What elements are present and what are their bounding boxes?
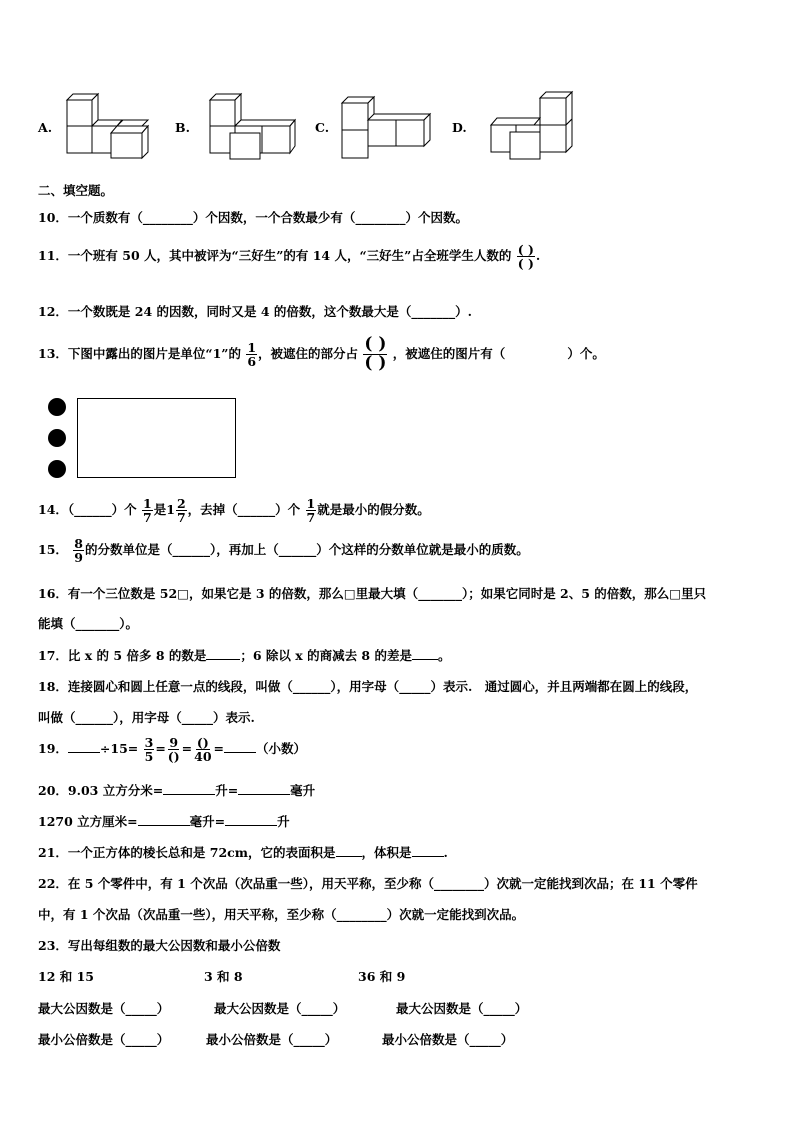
blank[interactable]: _______ — [411, 304, 456, 319]
fraction: $\frac{1}{7}$ — [143, 496, 152, 526]
fraction: $\frac{2}{7}$ — [176, 496, 186, 526]
fraction: 9 () — [167, 735, 180, 765]
question-22: 22．在 5 个零件中，有 1 个次品（次品重一些），用天平称，至少称（________）次就一定能找到次品；在 11 个零件 — [38, 876, 698, 891]
blank[interactable] — [206, 649, 240, 660]
fraction: () 40 — [194, 735, 212, 765]
blank[interactable]: _____ — [483, 1001, 515, 1016]
blank[interactable] — [225, 815, 277, 826]
blank[interactable]: ______ — [74, 502, 112, 518]
blank[interactable]: _____ — [293, 1032, 325, 1047]
question-16: 16．有一个三位数是 52□，如果它是 3 的倍数，那么□里最大填（_______）；如果它同时是 2、5 的倍数，那么□里只 — [38, 586, 707, 601]
gcf-line: 最大公因数是（_____） — [396, 1001, 528, 1016]
question-14: 14．（______）个 $\frac{1}{7}$ 是1 $\frac{2}{7}$ ，去掉（______）个 $\frac{1}{7}$ 就是最小的假分数。 — [38, 496, 430, 526]
pair-label: 3 和 8 — [204, 969, 243, 984]
fraction: ( ) ( ) — [364, 334, 387, 373]
blank[interactable]: ______ — [237, 502, 276, 518]
question-22-line2: 中，有 1 个次品（次品重一些），用天平称，至少称（________）次就一定能找到次品。 — [38, 907, 525, 922]
fraction: $\frac{1}{7}$ — [306, 496, 316, 526]
cover-rectangle — [77, 398, 236, 478]
blank[interactable]: ______ — [75, 710, 114, 725]
fraction: $\frac{1}{6}$ — [247, 339, 257, 369]
option-c-label: C. — [315, 120, 330, 135]
blank[interactable]: ________ — [336, 907, 387, 922]
blank[interactable]: _____ — [469, 1032, 501, 1047]
blank[interactable]: ______ — [278, 542, 317, 558]
question-17: 17．比 x 的 5 倍多 8 的数是 ；6 除以 x 的商减去 8 的差是 。 — [38, 648, 451, 663]
blank[interactable]: ________ — [142, 210, 193, 225]
blank[interactable]: _______ — [75, 616, 120, 631]
question-21: 21．一个正方体的棱长总和是 72cm，它的表面积是 ，体积是 . — [38, 845, 448, 860]
question-16-line2: 能填（_______）。 — [38, 616, 139, 631]
blank[interactable] — [224, 742, 256, 753]
question-15: 15． $\frac{8}{9}$ 的分数单位是（______），再加上（______）个这样的分数单位就是最小的质数。 — [38, 536, 529, 566]
option-b-cube-figure — [205, 90, 300, 160]
blank[interactable]: _______ — [418, 586, 462, 601]
blank[interactable]: _____ — [181, 710, 214, 725]
question-20: 20．9.03 立方分米= 升= 毫升 — [38, 783, 316, 798]
option-a-label: A. — [38, 120, 53, 135]
pair-label: 36 和 9 — [358, 969, 406, 984]
blank[interactable] — [412, 649, 438, 660]
fraction: $\frac{8}{9}$ — [74, 536, 83, 566]
lcm-line: 最小公倍数是（_____） — [38, 1032, 170, 1047]
question-19: 19． ÷15= $\frac{3}{5}$ = 9 () = () 40 = （小数） — [38, 735, 307, 765]
blank[interactable]: _____ — [301, 1001, 333, 1016]
lcm-line: 最小公倍数是（_____） — [382, 1032, 514, 1047]
question-18-line2: 叫做（______），用字母（_____）表示. — [38, 710, 255, 725]
question-20-line2: 1270 立方厘米= 毫升= 升 — [38, 814, 290, 829]
gcf-line: 最大公因数是（_____） — [214, 1001, 346, 1016]
fraction: ( ) ( ) — [517, 242, 534, 272]
dot — [48, 398, 66, 416]
question-23: 23．写出每组数的最大公因数和最小公倍数 — [38, 938, 281, 953]
blank[interactable]: _____ — [125, 1001, 157, 1016]
blank[interactable] — [138, 815, 190, 826]
option-c-cube-figure — [338, 90, 438, 162]
question-12: 12．一个数既是 24 的因数，同时又是 4 的倍数，这个数最大是（_______）. — [38, 304, 473, 319]
blank[interactable]: _____ — [399, 679, 431, 694]
blank[interactable]: ________ — [433, 876, 484, 891]
question-18: 18．连接圆心和圆上任意一点的线段，叫做（______），用字母（_____）表示. 通过圆心，并且两端都在圆上的线段， — [38, 679, 698, 694]
question-10: 10．一个质数有（________）个因数，一个合数最少有（________）个因数。 — [38, 210, 468, 225]
option-b-label: B. — [175, 120, 190, 135]
question-13: 13．下图中露出的图片是单位“1”的 $\frac{1}{6}$ ，被遮住的部分占 ( ) ( ) ，被遮住的图片有（ ）个。 — [38, 334, 605, 373]
blank[interactable] — [238, 784, 290, 795]
gcf-line: 最大公因数是（_____） — [38, 1001, 170, 1016]
pair-label: 12 和 15 — [38, 969, 94, 984]
blank[interactable]: ______ — [172, 542, 210, 558]
blank[interactable]: ________ — [355, 210, 406, 225]
blank[interactable] — [412, 846, 444, 857]
option-a-cube-figure — [62, 90, 157, 160]
blank[interactable] — [68, 742, 100, 753]
fraction: $\frac{3}{5}$ — [144, 735, 154, 765]
option-d-cube-figure — [485, 90, 580, 162]
section-title: 二、填空题。 — [38, 183, 114, 198]
question-11: 11．一个班有 50 人，其中被评为“三好生”的有 14 人，“三好生”占全班学生人数的 ( ) ( ) . — [38, 242, 541, 272]
dot — [48, 429, 66, 447]
lcm-line: 最小公倍数是（_____） — [206, 1032, 338, 1047]
blank[interactable] — [336, 846, 362, 857]
dot — [48, 460, 66, 478]
option-d-label: D. — [452, 120, 467, 135]
blank[interactable] — [163, 784, 215, 795]
blank[interactable]: ______ — [292, 679, 331, 694]
blank[interactable]: _____ — [125, 1032, 157, 1047]
